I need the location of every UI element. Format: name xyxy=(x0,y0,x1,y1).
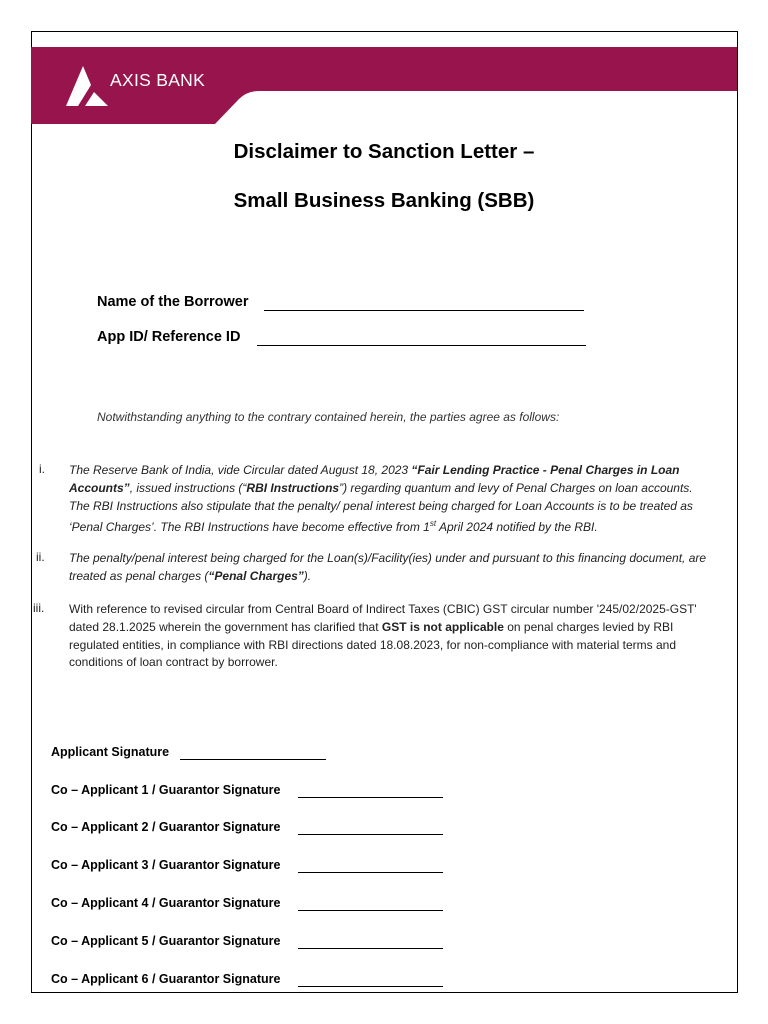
signature-label: Co – Applicant 1 / Guarantor Signature xyxy=(51,783,281,797)
page-subtitle: Small Business Banking (SBB) xyxy=(233,189,535,212)
clause-text: The penalty/penal interest being charged for the Loan(s)/Facility(ies) under and pursuant to this financing document, are treated as penal charges (“Penal Charges”). xyxy=(69,551,707,583)
signature-label: Co – Applicant 2 / Guarantor Signature xyxy=(51,820,281,834)
intro-text: Notwithstanding anything to the contrary contained herein, the parties agree as follows: xyxy=(97,410,560,424)
signature-label: Co – Applicant 4 / Guarantor Signature xyxy=(51,896,281,910)
signature-line[interactable] xyxy=(180,759,326,760)
app-id-label: App ID/ Reference ID xyxy=(97,329,241,345)
signature-line[interactable] xyxy=(298,948,443,949)
signature-line[interactable] xyxy=(298,834,443,835)
axis-bank-logo-icon xyxy=(66,65,108,107)
clause-number: iii. xyxy=(33,601,45,615)
signature-label: Co – Applicant 3 / Guarantor Signature xyxy=(51,858,281,872)
signature-label: Co – Applicant 5 / Guarantor Signature xyxy=(51,934,281,948)
clause-number: ii. xyxy=(36,550,45,564)
clause-number: i. xyxy=(39,462,45,476)
borrower-name-line[interactable] xyxy=(264,310,584,311)
signature-line[interactable] xyxy=(298,910,443,911)
brand-name: AXIS BANK xyxy=(110,69,206,90)
signature-line[interactable] xyxy=(298,872,443,873)
signature-line[interactable] xyxy=(298,986,443,987)
borrower-name-label: Name of the Borrower xyxy=(97,294,249,310)
clause-text: With reference to revised circular from Central Board of Indirect Taxes (CBIC) GST circular number '245/02/2025-GST' dated 28.1.2025 wherein the government has clarified that GST is not applicable on penal charges levied by RBI regulated entities, in compliance with RBI directions dated 18.08.2023, for non-compliance with material terms and conditions of loan contract by borrower. xyxy=(69,602,697,670)
signature-label: Applicant Signature xyxy=(51,745,170,759)
signature-line[interactable] xyxy=(298,797,443,798)
signature-label: Co – Applicant 6 / Guarantor Signature xyxy=(51,972,281,986)
clause-text: The Reserve Bank of India, vide Circular dated August 18, 2023 “Fair Lending Practice - Penal Charges in Loan Accounts”, issued instructions (“RBI Instructions”) regarding quantum and levy of Penal Charges on loan accounts. The RBI Instructions also stipulate that the penalty/ penal interest being charged for Loan Accounts is to be treated as ‘Penal Charges’. The RBI Instructions have become effective from 1st April 2024 notified by the RBI. xyxy=(69,463,693,535)
axis-bank-logo xyxy=(66,65,205,107)
page-title: Disclaimer to Sanction Letter – xyxy=(233,140,535,163)
app-id-line[interactable] xyxy=(257,345,586,346)
